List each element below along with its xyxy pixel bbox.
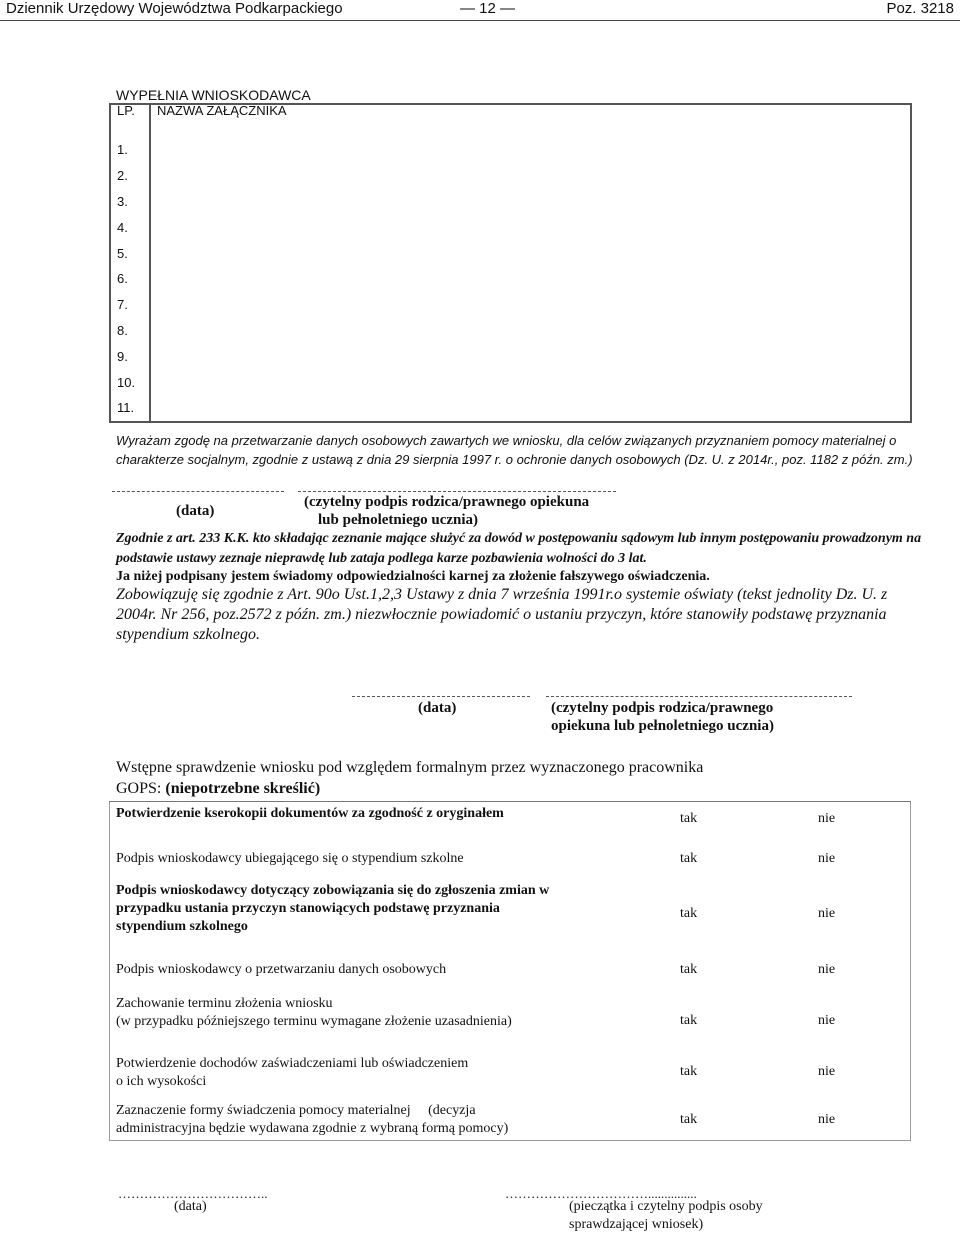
table-header-row [110, 104, 911, 117]
row-number: 2. [110, 163, 150, 189]
gops-divider [109, 801, 911, 802]
row-number: 10. [110, 369, 150, 395]
row-number: 3. [110, 189, 150, 215]
option-yes[interactable]: tak [680, 1112, 698, 1127]
option-no[interactable]: nie [818, 1112, 836, 1127]
option-no[interactable]: nie [818, 811, 836, 826]
option-yes[interactable]: tak [680, 851, 698, 866]
option-no[interactable]: nie [818, 906, 836, 921]
checklist-item-obligation-signature: Podpis wnioskodawcy dotyczący zobowiązania się do zgłoszenia zmian w przypadku ustania przyczyn stanowiących podstawę przyznania stypendium szkolnego [116, 883, 550, 934]
attachment-name-cell[interactable] [150, 189, 911, 215]
table-row [110, 189, 911, 215]
gops-title-text: Wstępne sprawdzenie wniosku pod względem formalnym przez wyznaczonego pracownika GOPS: [116, 759, 704, 797]
date-label: (data) [176, 503, 215, 519]
column-header-lp: LP. [110, 104, 150, 117]
date-label: (data) [418, 700, 457, 716]
obligation-statement: Zobowiązuję się zgodnie z Art. 90o Ust.1,2,3 Ustawy z dnia 7 września 1991r.o systemie oświaty (tekst jednolity Dz. U. z 2004r. Nr 256, poz.2572 z późn. zm.) niezwłocznie powiadomić o ustaniu przyczyn, które stanowiły podstawę przyznania stypendium szkolnego. [116, 586, 888, 643]
attachment-name-cell[interactable] [150, 369, 911, 395]
attachment-name-cell[interactable] [150, 266, 911, 292]
table-row [110, 163, 911, 189]
checklist-item-income: Potwierdzenie dochodów zaświadczeniami lub oświadczeniem o ich wysokości [116, 1056, 469, 1089]
penal-code-notice: Zgodnie z art. 233 K.K. kto składając zeznanie mające służyć za dowód w postępowaniu sądowym lub innym postępowaniu prowadzonym na podstawie ustawy zeznaje nieprawdę lub zataja podlega karze pozbawienia wolności do 3 lat. [116, 531, 922, 566]
attachment-name-cell[interactable] [150, 395, 911, 422]
date-dotted-line: …………………………….. [118, 1186, 268, 1201]
row-number: 11. [110, 395, 150, 422]
date-dashed-line [352, 696, 530, 697]
date-dashed-line [112, 491, 284, 492]
table-row [110, 137, 911, 163]
row-number: 8. [110, 318, 150, 344]
position-number: Poz. 3218 [886, 0, 954, 17]
signature-dotted-line: ……………………………............... [505, 1186, 697, 1201]
checklist-item-aid-form: Zaznaczenie formy świadczenia pomocy materialnej (decyzja administracyjna będzie wydawana zgodnie z wybraną formą pomocy) [116, 1103, 509, 1136]
checklist-item-data-consent: Podpis wnioskodawcy o przetwarzaniu danych osobowych [116, 962, 447, 977]
attachment-name-cell[interactable] [150, 343, 911, 369]
attachment-name-cell[interactable] [150, 137, 911, 163]
liability-statement: Ja niżej podpisany jestem świadomy odpowiedzialności karnej za złożenie fałszywego oświadczenia. [116, 569, 710, 584]
row-number: 1. [110, 137, 150, 163]
date-label: (data) [174, 1199, 207, 1214]
row-number: 5. [110, 240, 150, 266]
column-header-name: NAZWA ZAŁĄCZNIKA [157, 103, 287, 118]
table-row [110, 266, 911, 292]
attachment-name-cell[interactable] [150, 292, 911, 318]
attachment-name-cell[interactable] [150, 163, 911, 189]
option-yes[interactable]: tak [680, 1013, 698, 1028]
table-row [110, 240, 911, 266]
page-number: — 12 — [460, 0, 516, 17]
table-row [110, 292, 911, 318]
checklist-item-applicant-signature: Podpis wnioskodawcy ubiegającego się o stypendium szkolne [116, 851, 464, 866]
signature-dashed-line [546, 696, 852, 697]
table-row [110, 318, 911, 344]
option-yes[interactable]: tak [680, 811, 698, 826]
option-yes[interactable]: tak [680, 1064, 698, 1079]
table-row [110, 395, 911, 422]
attachments-table [109, 103, 912, 423]
row-number: 6. [110, 266, 150, 292]
table-row [110, 214, 911, 240]
option-no[interactable]: nie [818, 1064, 836, 1079]
gops-verification-title [116, 757, 716, 799]
table-row [110, 343, 911, 369]
row-number: 7. [110, 292, 150, 318]
signature-label-line1: (czytelny podpis rodzica/prawnego [551, 700, 774, 716]
stamp-signature-label-line2: sprawdzającej wniosek) [569, 1217, 704, 1232]
attachment-name-cell[interactable] [150, 318, 911, 344]
row-number: 9. [110, 343, 150, 369]
checklist-item-copies: Potwierdzenie kserokopii dokumentów za zgodność z oryginałem [116, 806, 504, 821]
attachment-name-cell[interactable] [150, 214, 911, 240]
header-divider [0, 20, 960, 21]
journal-title: Dziennik Urzędowy Województwa Podkarpackiego [6, 0, 343, 17]
option-no[interactable]: nie [818, 962, 836, 977]
signature-label-line1: (czytelny podpis rodzica/prawnego opiekuna [304, 494, 590, 510]
table-row [110, 369, 911, 395]
attachments-section-title: WYPEŁNIA WNIOSKODAWCA [116, 87, 311, 103]
row-number: 4. [110, 214, 150, 240]
option-no[interactable]: nie [818, 1013, 836, 1028]
stamp-signature-label-line1: (pieczątka i czytelny podpis osoby [569, 1199, 763, 1214]
option-yes[interactable]: tak [680, 962, 698, 977]
data-processing-consent: Wyrażam zgodę na przetwarzanie danych osobowych zawartych we wniosku, dla celów związanych przyznaniem pomocy materialnej o charakterze socjalnym, zgodnie z ustawą z dnia 29 sierpnia 1997 r. o ochronie danych osobowych (Dz. U. z 2014r., poz. 1182 z późn. zm.) [116, 433, 913, 467]
signature-label-line2: lub pełnoletniego ucznia) [318, 512, 479, 528]
option-yes[interactable]: tak [680, 906, 698, 921]
signature-dashed-line [298, 491, 616, 492]
signature-label-line2: opiekuna lub pełnoletniego ucznia) [551, 718, 774, 734]
attachment-name-cell[interactable] [150, 240, 911, 266]
checklist-item-deadline: Zachowanie terminu złożenia wniosku (w przypadku późniejszego terminu wymagane złożenie uzasadnienia) [116, 996, 512, 1029]
option-no[interactable]: nie [818, 851, 836, 866]
page-header [0, 0, 960, 20]
gops-title-note: (niepotrzebne skreślić) [165, 780, 321, 797]
